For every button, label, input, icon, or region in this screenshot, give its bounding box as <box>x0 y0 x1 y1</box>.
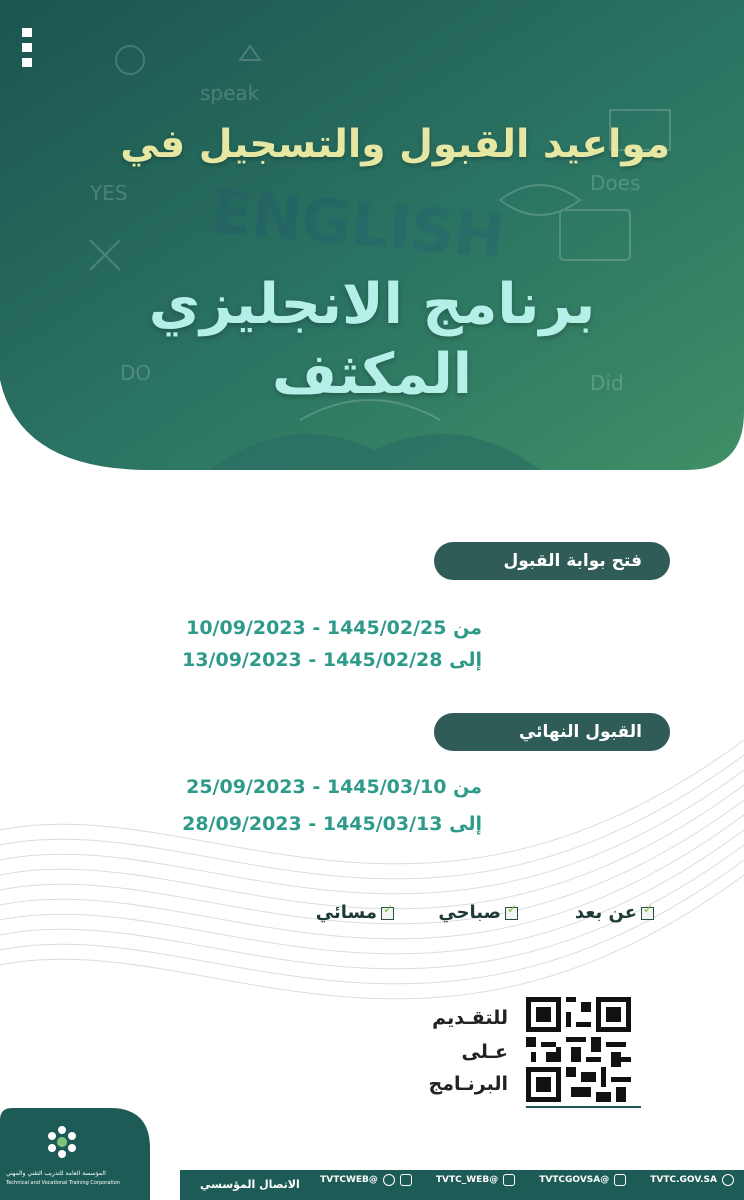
option-evening <box>316 902 394 923</box>
date-row <box>186 617 482 639</box>
youtube-icon <box>614 1174 626 1186</box>
footer-youtube-link[interactable] <box>539 1174 626 1186</box>
svg-text:Did: Did <box>590 371 624 395</box>
globe-icon <box>722 1174 734 1186</box>
checkbox-icon <box>641 907 654 920</box>
date-prefix: إلى <box>449 649 482 671</box>
svg-text:ENGLISH: ENGLISH <box>207 177 508 273</box>
footer-handle: TVTC.GOV.SA <box>650 1175 717 1185</box>
date-range: 1445/03/10 - 25/09/2023 <box>186 776 447 798</box>
svg-text:YES: YES <box>90 181 128 205</box>
menu-icon[interactable] <box>22 28 36 73</box>
footer-handle: @TVTC_WEB <box>435 1175 499 1185</box>
date-prefix: من <box>453 617 482 639</box>
hero-subtitle <box>0 270 744 410</box>
hero-banner <box>0 0 744 470</box>
logo-english-name: Technical and Vocational Training Corporation <box>6 1180 120 1186</box>
svg-text:Does: Does <box>590 171 641 195</box>
instagram-icon <box>503 1174 515 1186</box>
date-prefix: من <box>453 776 482 798</box>
qr-underline <box>526 1106 641 1108</box>
date-row <box>182 813 482 835</box>
footer-x-snapchat-link[interactable] <box>320 1174 412 1186</box>
svg-text:speak: speak <box>200 81 260 105</box>
logo-panel <box>0 1108 150 1200</box>
svg-text:DO: DO <box>120 361 152 385</box>
wave-lines-decoration <box>0 500 744 1200</box>
section-heading-final-admission: القبول النهائي <box>434 713 670 751</box>
hero-title: مواعيد القبول والتسجيل في <box>120 122 670 167</box>
hero-subtitle-line2: المكثف <box>272 342 472 407</box>
date-range: 1445/03/13 - 28/09/2023 <box>182 813 443 835</box>
footer-instagram-link[interactable] <box>436 1174 515 1186</box>
footer-handle: @TVTCWEB <box>320 1175 378 1185</box>
date-range: 1445/02/28 - 13/09/2023 <box>182 649 443 671</box>
qr-label-line2: عـلى <box>461 1041 508 1063</box>
footer-department: الاتصال المؤسسي <box>200 1178 300 1191</box>
date-row <box>186 776 482 798</box>
option-label: عن بعد <box>574 902 637 923</box>
snapchat-icon <box>383 1174 395 1186</box>
option-label: مسائي <box>315 902 377 923</box>
logo-arabic-name: المؤسسة العامة للتدريب التقني والمهني <box>6 1170 106 1177</box>
qr-label-line1: للتقـديم <box>432 1007 508 1029</box>
footer-website-link[interactable] <box>650 1174 734 1186</box>
qr-label-line3: البرنـامج <box>428 1073 508 1095</box>
option-morning <box>438 902 518 923</box>
footer-social-links <box>320 1174 734 1186</box>
checkbox-icon <box>381 907 394 920</box>
date-prefix: إلى <box>449 813 482 835</box>
qr-code[interactable] <box>526 997 631 1102</box>
option-remote <box>575 902 654 923</box>
footer-handle: @TVTCGOVSA <box>539 1175 610 1185</box>
date-row <box>182 649 482 671</box>
section-heading-admission-portal: فتح بوابة القبول <box>434 542 670 580</box>
option-label: صباحي <box>438 902 501 923</box>
date-range: 1445/02/25 - 10/09/2023 <box>186 617 447 639</box>
hero-subtitle-line1: برنامج الانجليزي <box>148 272 596 337</box>
x-icon <box>400 1174 412 1186</box>
checkbox-icon <box>505 907 518 920</box>
